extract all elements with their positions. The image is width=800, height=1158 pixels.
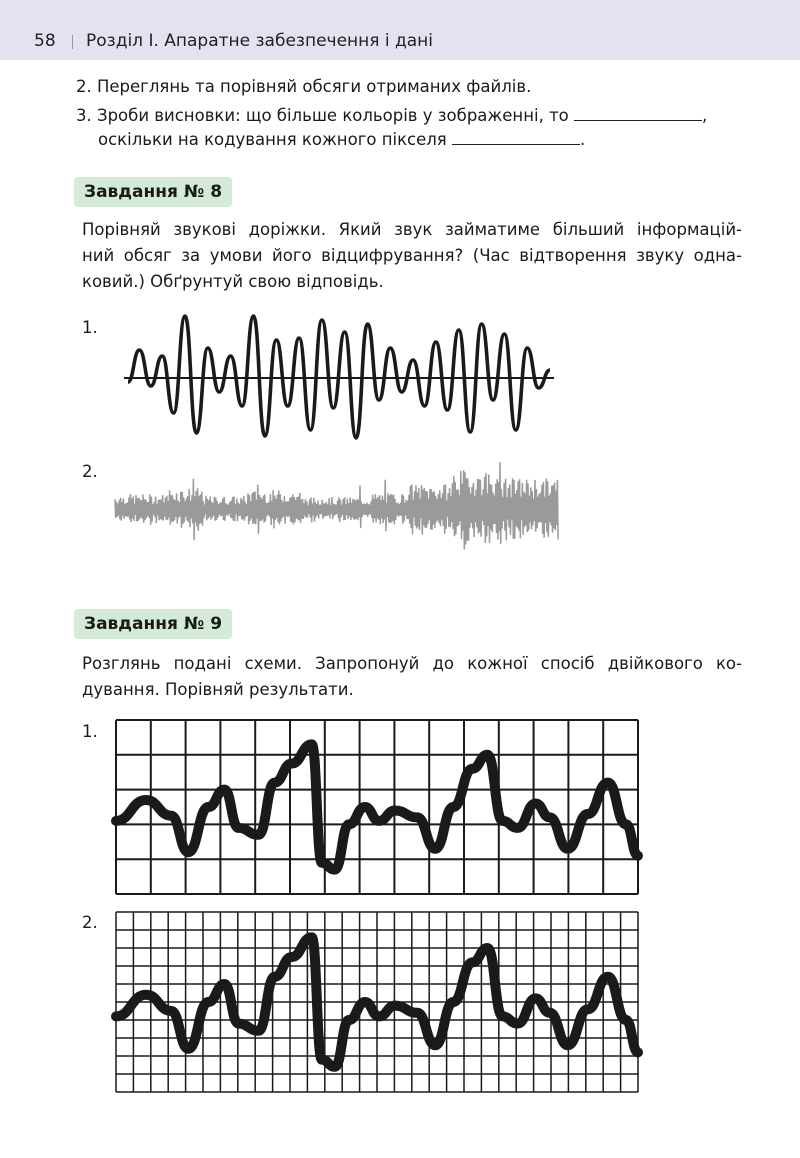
task-8-line: ковий.) Обґрунтуй свою відповідь. [82,272,384,291]
answer-blank[interactable] [574,104,702,121]
task-8-text [82,217,742,295]
task-9-line: Розглянь подані схеми. Запропонуй до кожної спосіб двійкового ко- [82,654,742,673]
figure-label-2: 2. [82,462,98,481]
step-punct: , [702,106,708,125]
waveform-line [128,316,550,438]
step-number: 2. [76,77,92,96]
step-text: оскільки на кодування кожного пікселя [98,130,447,149]
page-number: 58 [34,31,56,51]
sine-waveform [124,308,554,433]
task-8-line: Порівняй звукові доріжки. Який звук займатиме більший інформацій- [82,220,742,239]
task-8-line: ний обсяг за умови його відцифрування? (Час відтворення звуку однa- [82,246,742,265]
noise-waveform [114,450,560,572]
step-number: 3. [76,106,92,125]
section-title: Розділ І. Апаратне забезпечення і дані [86,31,434,51]
noise-waveform-line [115,462,558,549]
fine-grid-scheme [116,912,639,1094]
task-9-text [82,651,742,703]
answer-blank[interactable] [452,128,580,145]
step-text: Зроби висновки: що більше кольорів у зображенні, то [97,106,569,125]
step-2 [76,75,531,99]
step-3-continuation [98,128,585,152]
band-waveform [116,744,638,869]
coarse-grid [116,720,638,894]
task-8-title: Завдання № 8 [74,177,232,207]
step-3 [76,104,707,128]
coarse-grid-scheme [116,720,639,895]
task-9-line: дування. Порівняй результати. [82,680,354,699]
scheme-label-2: 2. [82,913,98,932]
figure-label-1: 1. [82,318,98,337]
scheme-label-1: 1. [82,722,98,741]
page-header [0,0,800,60]
fine-grid [116,912,638,1092]
task-9-title: Завдання № 9 [74,609,232,639]
step-text: Переглянь та порівняй обсяги отриманих файлів. [97,77,532,96]
step-punct: . [579,130,586,149]
header-divider [72,35,73,49]
